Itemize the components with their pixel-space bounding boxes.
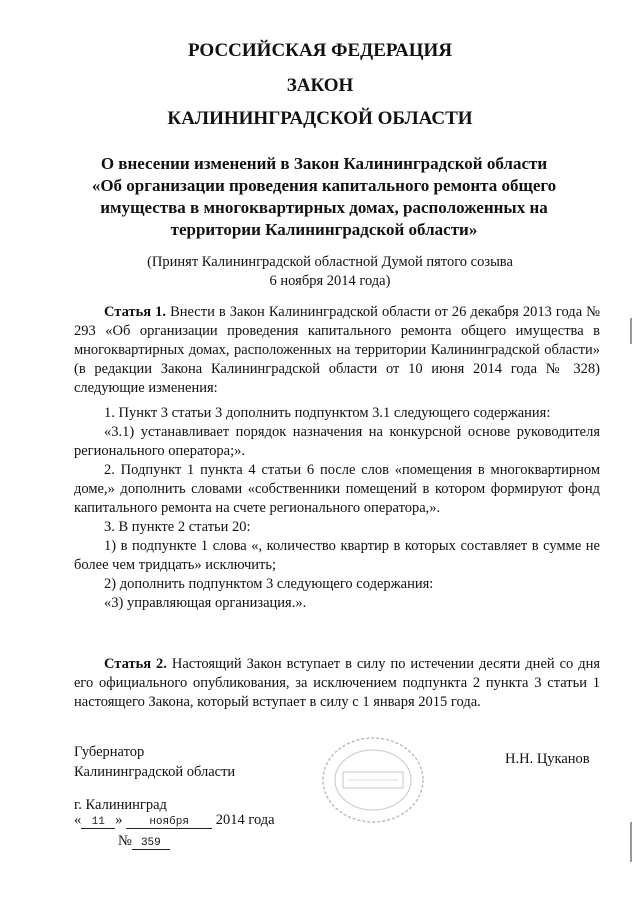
signatory-position-line: Калининградской области — [74, 764, 236, 780]
place-of-signing: г. Калининград — [74, 797, 167, 813]
article-1-heading: Статья 1. — [104, 304, 167, 320]
article-2-heading: Статья 2. — [104, 656, 167, 672]
scan-edge-mark — [630, 822, 632, 862]
law-number-value: 359 — [132, 837, 170, 850]
date-day: 11 — [81, 816, 115, 829]
adoption-note-line: (Принят Калининградской областной Думой пятого созыва — [147, 254, 513, 270]
document-type-heading: ЗАКОН — [286, 75, 354, 96]
law-number-prefix: № — [118, 833, 132, 849]
adoption-note — [120, 253, 540, 291]
article-2-text: Настоящий Закон вступает в силу по истечении десяти дней со дня его официального опубликования, за исключением подпункта 2 пункта 3 статьи 1 настоящего Закона, который вступает в силу с 1 января 2015 года. — [74, 656, 601, 710]
date-open-quote: « — [74, 812, 82, 828]
amendment-items — [74, 404, 600, 613]
date-close-quote: » — [115, 812, 123, 828]
amendment-item: 1) в подпункте 1 слова «, количество квартир в которых составляет в сумме не более чем тридцать» исключить; — [74, 538, 600, 573]
signing-date — [74, 812, 275, 829]
signatory-position-line: Губернатор — [74, 744, 145, 760]
law-title-line: О внесении изменений в Закон Калининградской области — [100, 154, 548, 173]
amendment-item: 2) дополнить подпунктом 3 следующего содержания: — [104, 576, 434, 592]
country-heading: РОССИЙСКАЯ ФЕДЕРАЦИЯ — [187, 40, 453, 61]
law-title-line: имущества в многоквартирных домах, расположенных на — [100, 198, 548, 217]
region-heading: КАЛИНИНГРАДСКОЙ ОБЛАСТИ — [167, 108, 473, 129]
law-title — [90, 153, 558, 241]
signatory-position — [74, 742, 235, 782]
law-title-line: территории Калининградской области» — [170, 220, 478, 239]
scan-edge-mark — [630, 318, 632, 344]
official-seal-stamp — [318, 734, 428, 826]
article-2 — [74, 655, 600, 712]
amendment-item: «3) управляющая организация.». — [104, 595, 307, 611]
article-1 — [74, 303, 600, 398]
date-year: 2014 года — [215, 812, 275, 828]
law-title-line: «Об организации проведения капитального ремонта общего — [91, 176, 557, 195]
amendment-item: «3.1) устанавливает порядок назначения на конкурсной основе руководителя регионального оператора;». — [74, 424, 600, 459]
amendment-item: 1. Пункт 3 статьи 3 дополнить подпунктом 3.1 следующего содержания: — [104, 405, 551, 421]
article-1-text: Внести в Закон Калининградской области от 26 декабря 2013 года № 293 «Об организации проведения капитального ремонта общего имущества в многоквартирных домах, расположенных на территории Калининградской области» (в редакции Закона Калининградской области от 10 июня 2014 года № 328) следующие изменения: — [74, 304, 601, 396]
law-number — [118, 833, 170, 850]
date-month: ноября — [126, 816, 212, 829]
amendment-item: 3. В пункте 2 статьи 20: — [104, 519, 251, 535]
amendment-item: 2. Подпункт 1 пункта 4 статьи 6 после слов «помещения в многоквартирном доме,» дополнить словами «собственники помещений в котором формируют фонд капитального ремонта на счете регионального оператора,». — [74, 462, 600, 516]
signatory-name: Н.Н. Цуканов — [505, 751, 590, 767]
adoption-note-line: 6 ноября 2014 года) — [269, 273, 391, 289]
